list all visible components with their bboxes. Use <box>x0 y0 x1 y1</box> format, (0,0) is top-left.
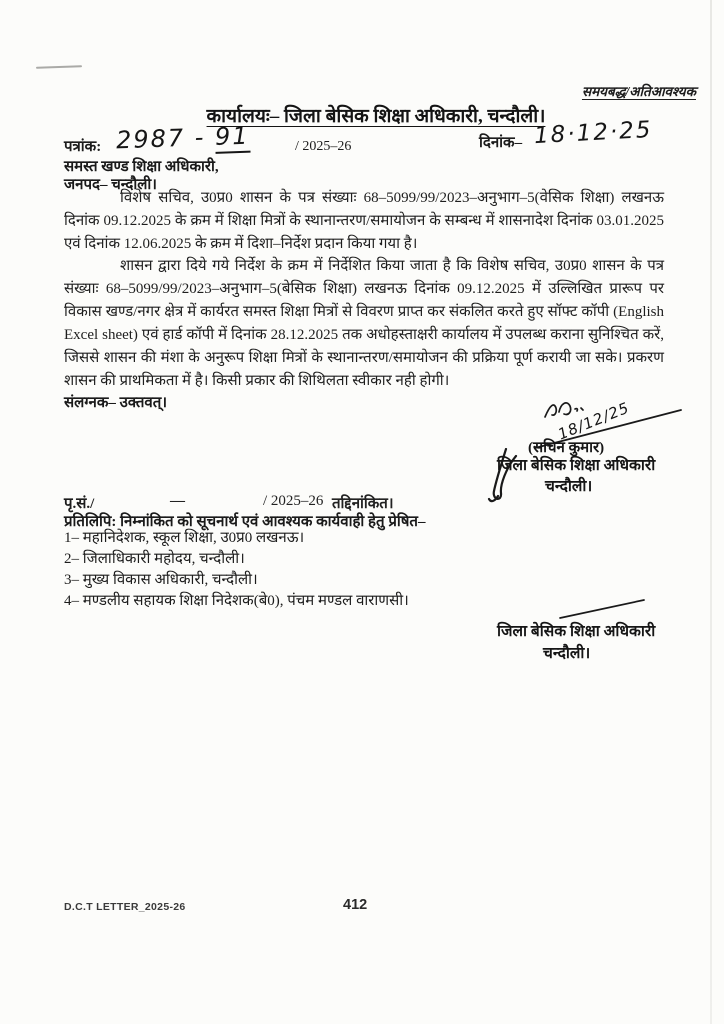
body-paragraph-2: शासन द्वारा दिये गये निर्देश के क्रम में निर्देशित किया जाता है कि विशेष सचिव, उ0प्र0 शासन के पत्र संख्याः 68–5099/99/2023–अनुभाग–5(बेसिक शिक्षा) लखनऊ दिनांक 09.12.2025 में उल्लिखित प्रारूप पर विकास खण्ड/नगर क्षेत्र में कार्यरत समस्त शिक्षा मित्रों से विवरण प्राप्त कर संकलित करते हुए सॉफ्ट कॉपी (English Excel sheet) एवं हार्ड कॉपी में दिनांक 28.12.2025 तक अधोहस्ताक्षरी कार्यालय में उपलब्ध कराना सुनिश्चित करें, जिससे शासन की मंशा के अनुरूप शिक्षा मित्रों के स्थानान्तरण/समायोजन की प्रक्रिया पूर्ण करायी जा सके। प्रकरण शासन की प्राथमिकता में है। किसी प्रकार की शिथिलता स्वीकार नही होगी। <box>64 258 664 389</box>
copy-item-3: 3– मुख्य विकास अधिकारी, चन्दौली। <box>64 572 258 588</box>
letter-number-handwritten <box>116 122 250 155</box>
letter-number-part1: 2987 - <box>115 123 206 155</box>
letter-year: / 2025–26 <box>295 139 352 154</box>
letter-number-part2: 91 <box>215 122 251 154</box>
letter-number-label: पत्रांक: <box>64 139 102 155</box>
endorsement-year: / 2025–26 <box>263 493 324 509</box>
signature-slash <box>558 597 648 621</box>
date-handwritten: 18·12·25 <box>533 116 654 150</box>
endorsement-same-date: तद्दिनांकित। <box>332 496 394 512</box>
priority-label: समयबद्ध/अतिआवश्यक <box>581 84 696 99</box>
signature-date-scribble: 18/12/25 <box>555 398 633 444</box>
scan-edge-shadow <box>710 0 712 1024</box>
footer-file-label: D.C.T LETTER_2025-26 <box>64 901 186 913</box>
signatory-place: चन्दौली। <box>545 478 593 495</box>
addressee-line2: जनपद– चन्दौली। <box>64 177 157 193</box>
addressee-line1: समस्त खण्ड शिक्षा अधिकारी, <box>64 159 219 175</box>
body-paragraph-1: विशेष सचिव, उ0प्र0 शासन के पत्र संख्याः 68–5099/99/2023–अनुभाग–5(वेसिक शिक्षा) लखनऊ दिनांक 09.12.2025 के क्रम में शिक्षा मित्रों के स्थानान्तरण/समायोजन के सम्बन्ध में शासनादेश दिनांक 03.01.2025 एवं दिनांक 12.06.2025 के क्रम में दिशा–निर्देश प्रदान किया गया है। <box>64 190 664 252</box>
endorsement-dash: — <box>170 493 185 509</box>
copy-heading: प्रतिलिपि: निम्नांकित को सूचनार्थ एवं आवश्यक कार्यवाही हेतु प्रेषित– <box>64 514 426 530</box>
signatory2-designation: जिला बेसिक शिक्षा अधिकारी <box>497 623 656 640</box>
page-number: 412 <box>343 897 368 913</box>
copy-item-1: 1– महानिदेशक, स्कूल शिक्षा, उ0प्र0 लखनऊ। <box>64 530 305 546</box>
scan-mark-dash <box>36 65 82 69</box>
office-title: कार्यालयः– जिला बेसिक शिक्षा अधिकारी, चन्दौली। <box>206 106 546 127</box>
copy-list <box>64 528 409 612</box>
date-label: दिनांक– <box>479 135 523 151</box>
signatory2-place: चन्दौली। <box>543 645 591 662</box>
signatory-designation: जिला बेसिक शिक्षा अधिकारी <box>497 457 656 474</box>
endorsement-ref-label: पृ.सं./ <box>64 496 95 512</box>
enclosure-line: संलग्नक– उक्तवत्। <box>64 395 168 411</box>
signatory-name: (सचिन कुमार) <box>528 440 605 456</box>
copy-item-2: 2– जिलाधिकारी महोदय, चन्दौली। <box>64 551 245 567</box>
copy-item-4: 4– मण्डलीय सहायक शिक्षा निदेशक(बे0), पंचम मण्डल वाराणसी। <box>64 593 409 609</box>
